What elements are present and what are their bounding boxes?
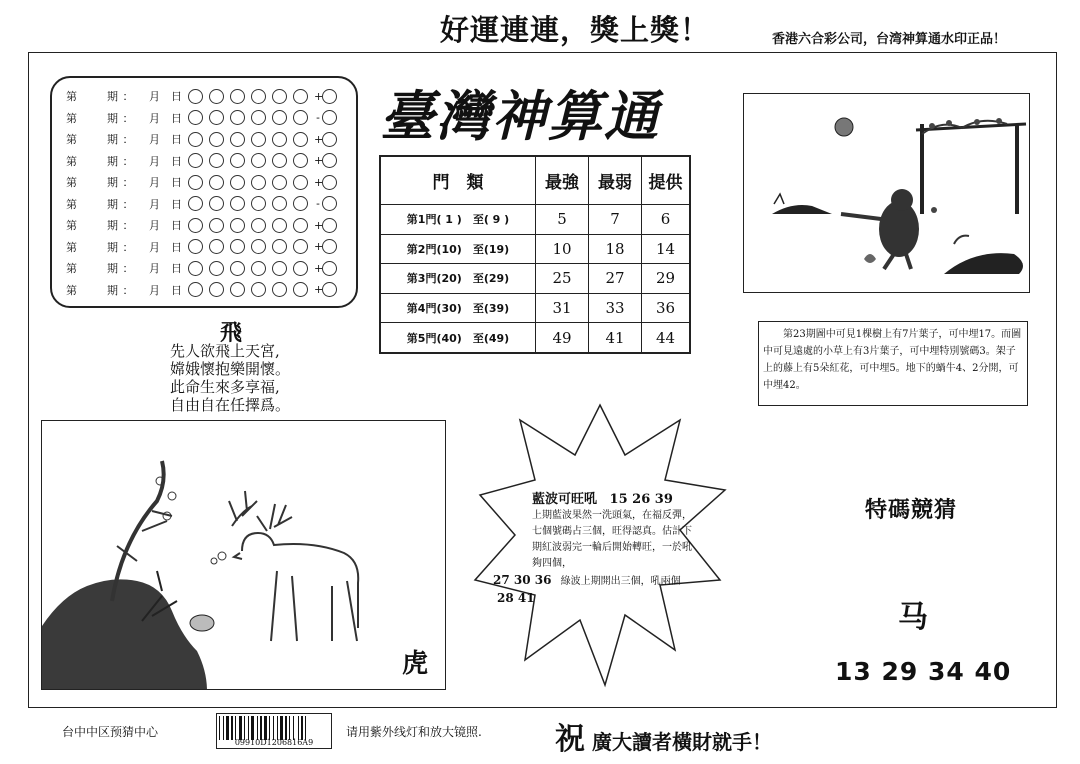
period-row [66,129,343,149]
number-circle [293,239,308,254]
number-circle [188,110,203,125]
starburst-heading-numbers: 15 26 39 [609,492,673,507]
starburst-green [493,572,688,608]
guess-zodiac: 马 [898,600,928,635]
table-cell-weak: 33 [589,293,642,323]
starburst-text [532,492,692,572]
number-circle [293,132,308,147]
number-circle [251,175,266,190]
sign: + [314,175,324,189]
number-circle [272,89,287,104]
number-circle [230,132,245,147]
starburst-green-text: 綠波上期開出三個，吼兩個 [560,576,681,587]
number-circle [188,132,203,147]
sign: + [314,261,324,275]
special-circle [322,282,337,297]
number-circle [251,218,266,233]
table-cell-weak: 7 [589,205,642,235]
number-circle [230,282,245,297]
number-circle [209,132,224,147]
special-circle [322,132,337,147]
number-circle [272,132,287,147]
number-circle [188,239,203,254]
starburst-heading: 藍波可旺吼 [532,492,598,507]
table-cell-category: 第5門(40) 至(49) [380,323,536,353]
number-circle [251,261,266,276]
footer-blessing [555,714,772,758]
period-row [66,258,343,278]
period-suffix: 期 [107,197,118,211]
period-suffix: 期 [107,90,118,103]
table-cell-category: 第2門(10) 至(19) [380,234,536,264]
table-row [380,205,690,235]
table-cell-category: 第4門(30) 至(39) [380,293,536,323]
number-circle [209,196,224,211]
period-label: 第 [66,219,77,232]
sign: + [314,283,324,296]
number-circle [188,196,203,211]
table-row [380,264,690,294]
separator: ： [122,197,134,211]
period-label: 第 [66,240,77,254]
day-label: 日 [171,154,182,168]
period-row [66,151,343,171]
number-circle [230,89,245,104]
period-suffix: 期 [107,133,118,146]
special-circle [322,239,337,254]
number-circle [230,218,245,233]
header-company: 香港六合彩公司，台湾神算通水印正品！ [772,32,1007,47]
period-label: 第 [66,154,77,168]
period-label: 第 [66,283,77,297]
period-label: 第 [66,176,77,189]
number-circle [251,110,266,125]
special-circle [322,89,337,104]
footer-center: 台中中区预猜中心 [62,725,159,739]
number-circle [188,89,203,104]
number-circle [272,153,287,168]
number-circle [230,153,245,168]
number-circle [251,282,266,297]
blessing-big-char: 祝 [555,722,585,757]
table-cell-category: 第3門(20) 至(29) [380,264,536,294]
table-header-strongest: 最強 [536,156,589,205]
sign: + [314,132,324,146]
number-circle [251,132,266,147]
table-cell-give: 36 [642,293,691,323]
guess-title: 特碼競猜 [865,498,958,523]
number-circle [188,218,203,233]
number-circle [293,218,308,233]
period-label: 第 [66,262,77,275]
table-cell-give: 29 [642,264,691,294]
special-circle [322,218,337,233]
special-circle [322,196,337,211]
sign: + [314,89,324,103]
blessing-text: 廣大讀者橫財就手！ [591,730,772,754]
month-label: 月 [149,240,160,254]
monkey-illustration [743,93,1030,293]
number-circle [230,261,245,276]
number-circle [209,153,224,168]
sign: + [314,154,324,167]
number-circle [293,175,308,190]
starburst-green-numbers: 27 30 36 [493,573,552,587]
number-circle [272,218,287,233]
starburst-green-numbers-2: 28 41 [497,591,535,605]
number-circle [209,175,224,190]
day-label: 日 [171,90,182,103]
table-cell-give: 6 [642,205,691,235]
number-circle [209,282,224,297]
special-circle [322,175,337,190]
period-row [66,194,343,214]
table-cell-category: 第1門( 1 ) 至( 9 ) [380,205,536,235]
starburst-body: 上期藍波果然一洗頭氣，在福反彈，七個號碼占三個，旺得認真。估計下期紅波弱完一輪后開始轉旺，一於吼夠四個， [532,510,692,569]
day-label: 日 [171,219,182,232]
number-circle [293,282,308,297]
period-label: 第 [66,90,77,103]
barcode [216,713,332,749]
table-header-provide: 提供 [642,156,691,205]
table-header-weakest: 最弱 [589,156,642,205]
table-row [380,234,690,264]
table-cell-strong: 31 [536,293,589,323]
month-label: 月 [149,133,160,146]
separator: ： [122,133,134,146]
period-row [66,108,343,128]
period-suffix: 期 [107,283,118,297]
number-circle [293,153,308,168]
poem-line: 自由自在任擇爲。 [170,396,291,414]
number-circle [251,89,266,104]
period-label: 第 [66,197,77,211]
number-circle [293,261,308,276]
month-label: 月 [149,154,160,168]
poem-title: 飛 [220,320,243,346]
monkey-scene-icon [744,94,1029,292]
period-row [66,237,343,257]
day-label: 日 [171,133,182,146]
number-circle [272,282,287,297]
number-circle [209,110,224,125]
zodiac-left: 虎 [402,649,429,679]
number-circle [272,196,287,211]
guess-numbers: 13 29 34 40 [835,657,1012,686]
header-slogan: 好運連連，獎上獎！ [440,13,711,47]
month-label: 月 [149,219,160,232]
table-row [380,323,690,353]
sign: - [316,197,320,210]
day-label: 日 [171,283,182,297]
separator: ： [122,176,134,189]
number-circle [209,261,224,276]
table-row [380,293,690,323]
table-cell-strong: 49 [536,323,589,353]
number-circle [230,196,245,211]
poem [170,342,290,414]
door-table [379,155,691,354]
day-label: 日 [171,240,182,254]
table-cell-weak: 27 [589,264,642,294]
number-circle [188,261,203,276]
period-row [66,215,343,235]
sign: - [316,111,320,124]
number-circle [272,175,287,190]
number-circle [251,153,266,168]
deer-illustration [41,420,446,690]
table-cell-weak: 41 [589,323,642,353]
separator: ： [122,90,134,103]
period-label: 第 [66,133,77,146]
separator: ： [122,262,134,275]
number-circle [188,175,203,190]
number-circle [230,175,245,190]
day-label: 日 [171,111,182,125]
table-cell-weak: 18 [589,234,642,264]
month-label: 月 [149,176,160,189]
barcode-icon [217,716,331,740]
special-circle [322,153,337,168]
month-label: 月 [149,283,160,297]
separator: ： [122,283,134,297]
period-suffix: 期 [107,154,118,168]
period-suffix: 期 [107,240,118,254]
special-circle [322,261,337,276]
number-circle [293,89,308,104]
number-circle [293,196,308,211]
number-circle [230,110,245,125]
number-circle [293,110,308,125]
day-label: 日 [171,262,182,275]
period-row [66,172,343,192]
table-cell-give: 44 [642,323,691,353]
number-circle [251,239,266,254]
sign: + [314,218,324,232]
table-cell-strong: 10 [536,234,589,264]
period-suffix: 期 [107,219,118,232]
period-suffix: 期 [107,262,118,275]
page-title: 臺灣神算通 [380,84,660,148]
separator: ： [122,219,134,232]
separator: ： [122,154,134,168]
period-row [66,86,343,106]
period-grid [50,76,358,308]
month-label: 月 [149,111,160,125]
period-label: 第 [66,111,77,125]
special-circle [322,110,337,125]
period-row [66,280,343,300]
separator: ： [122,111,134,125]
poem-line: 先人欲飛上天宮, [170,342,280,360]
footer-note: 请用紫外线灯和放大镜照. [346,725,482,739]
table-header-category: 門 類 [380,156,536,205]
month-label: 月 [149,262,160,275]
month-label: 月 [149,197,160,211]
poem-line: 嫦娥懷抱樂開懷。 [170,360,291,378]
month-label: 月 [149,90,160,103]
table-cell-strong: 25 [536,264,589,294]
sign: + [314,240,324,253]
period-suffix: 期 [107,111,118,125]
number-circle [251,196,266,211]
number-circle [230,239,245,254]
number-circle [209,239,224,254]
period-suffix: 期 [107,176,118,189]
separator: ： [122,240,134,254]
table-cell-strong: 5 [536,205,589,235]
table-cell-give: 14 [642,234,691,264]
day-label: 日 [171,197,182,211]
number-circle [188,282,203,297]
number-circle [209,89,224,104]
table-header-row [380,156,690,205]
number-circle [272,261,287,276]
number-circle [272,239,287,254]
poem-line: 此命生來多享福, [170,378,280,396]
deer-scene-icon [42,421,445,689]
day-label: 日 [171,176,182,189]
number-circle [209,218,224,233]
clue-box: 第23期圖中可見1棵樹上有7片葉子，可中埋17。而圖中可見遠處的小草上有3片葉子，可中埋特別號碼3。架子上的藤上有5朵紅花，可中埋5。地下的蝸牛4、2分開，可中埋42。 [758,321,1028,406]
number-circle [272,110,287,125]
barcode-number: 09910D1206816A9 [234,738,314,747]
number-circle [188,153,203,168]
